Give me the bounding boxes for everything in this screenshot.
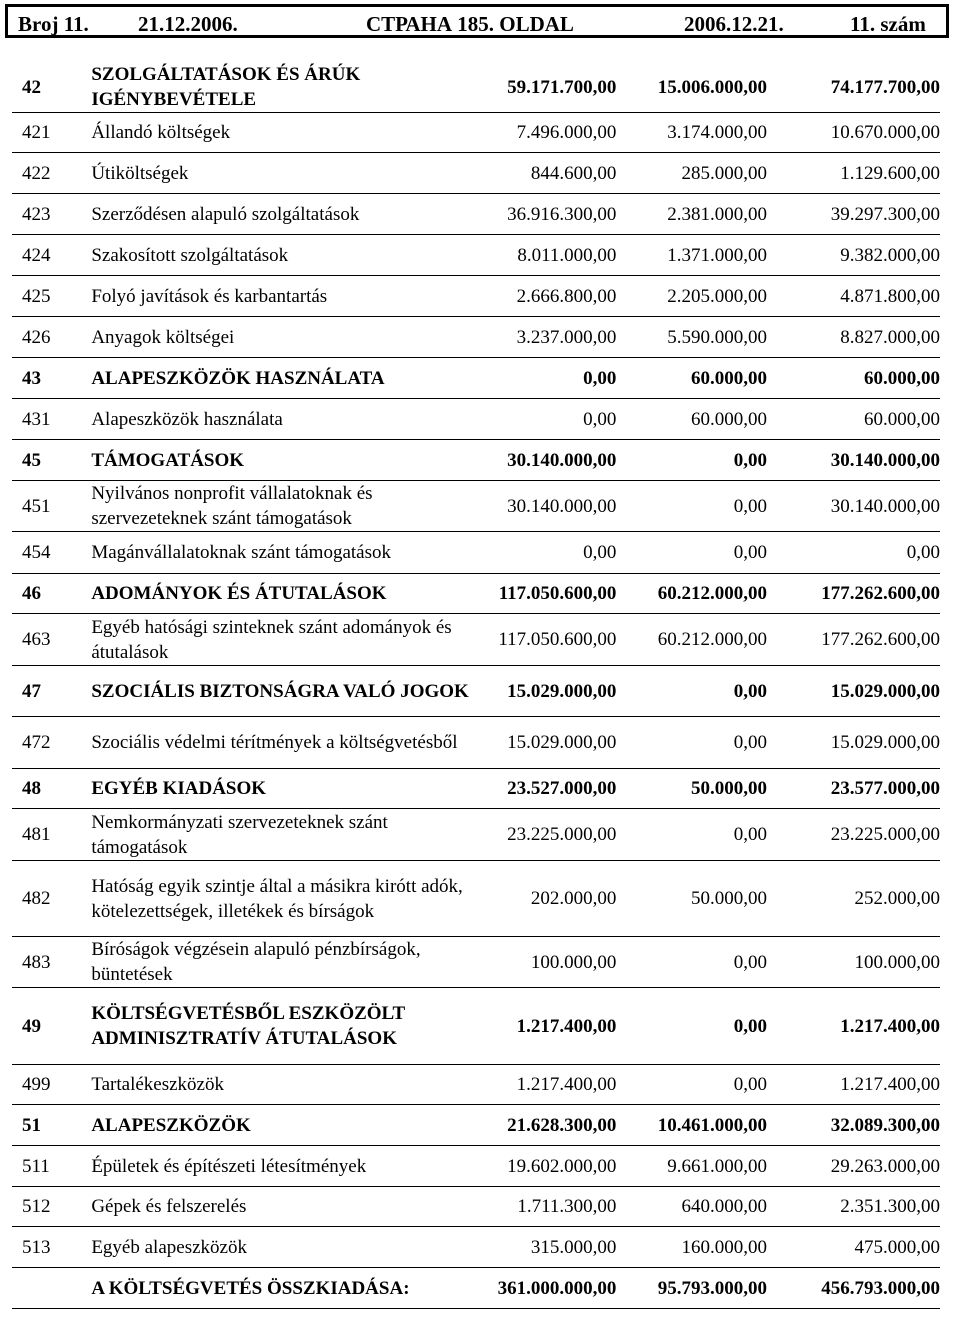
row-value-2: 0,00: [616, 532, 767, 574]
row-value-3: 10.670.000,00: [767, 113, 940, 153]
row-value-3: 29.263.000,00: [767, 1146, 940, 1187]
row-value-1: 23.225.000,00: [472, 809, 616, 861]
row-value-3: 15.029.000,00: [767, 717, 940, 769]
row-value-2: 3.174.000,00: [616, 113, 767, 153]
row-value-2: 60.212.000,00: [616, 574, 767, 614]
row-value-2: 2.381.000,00: [616, 194, 767, 235]
row-code: 43: [12, 358, 89, 399]
row-value-1: 30.140.000,00: [472, 440, 616, 481]
row-code: 46: [12, 574, 89, 614]
row-value-3: 60.000,00: [767, 399, 940, 440]
table-row: [12, 1105, 940, 1146]
row-value-3: 23.577.000,00: [767, 769, 940, 809]
table-row: [12, 861, 940, 937]
row-value-3: 8.827.000,00: [767, 317, 940, 358]
row-value-3: 1.217.400,00: [767, 988, 940, 1065]
row-code: 511: [12, 1146, 89, 1187]
table-row: [12, 399, 940, 440]
row-code: 425: [12, 276, 89, 317]
row-value-2: 0,00: [616, 440, 767, 481]
row-value-3: 23.225.000,00: [767, 809, 940, 861]
table-row: [12, 574, 940, 614]
row-value-2: 2.205.000,00: [616, 276, 767, 317]
row-value-3: 4.871.800,00: [767, 276, 940, 317]
table-row: [12, 988, 940, 1065]
row-name: Szociális védelmi térítmények a költségvetésből: [89, 717, 472, 769]
row-value-2: 50.000,00: [616, 769, 767, 809]
row-code: 482: [12, 861, 89, 937]
total-value-1: 361.000.000,00: [472, 1268, 616, 1309]
row-value-2: 5.590.000,00: [616, 317, 767, 358]
row-value-3: 39.297.300,00: [767, 194, 940, 235]
table-row: [12, 358, 940, 399]
row-name: Gépek és felszerelés: [89, 1187, 472, 1227]
row-value-3: 475.000,00: [767, 1227, 940, 1268]
expenditure-table: [12, 62, 940, 1309]
table-row: [12, 717, 940, 769]
row-code: 499: [12, 1065, 89, 1105]
row-name: ALAPESZKÖZÖK: [89, 1105, 472, 1146]
row-code: 463: [12, 614, 89, 666]
row-name: ALAPESZKÖZÖK HASZNÁLATA: [89, 358, 472, 399]
row-value-2: 0,00: [616, 666, 767, 717]
table-row: [12, 235, 940, 276]
row-value-1: 15.029.000,00: [472, 666, 616, 717]
row-value-2: 285.000,00: [616, 153, 767, 194]
row-value-2: 10.461.000,00: [616, 1105, 767, 1146]
table-row: [12, 276, 940, 317]
row-value-3: 1.129.600,00: [767, 153, 940, 194]
row-value-1: 8.011.000,00: [472, 235, 616, 276]
row-value-3: 177.262.600,00: [767, 614, 940, 666]
page-header: [5, 4, 949, 38]
row-value-1: 117.050.600,00: [472, 574, 616, 614]
table-row: [12, 666, 940, 717]
row-value-3: 0,00: [767, 532, 940, 574]
row-code: 512: [12, 1187, 89, 1227]
row-value-3: 9.382.000,00: [767, 235, 940, 276]
row-name: Folyó javítások és karbantartás: [89, 276, 472, 317]
table-row: [12, 440, 940, 481]
row-value-3: 60.000,00: [767, 358, 940, 399]
row-value-3: 32.089.300,00: [767, 1105, 940, 1146]
row-code: 48: [12, 769, 89, 809]
header-date-left: 21.12.2006.: [138, 12, 238, 36]
row-code: 424: [12, 235, 89, 276]
row-code: 513: [12, 1227, 89, 1268]
total-value-3: 456.793.000,00: [767, 1268, 940, 1309]
row-value-1: 30.140.000,00: [472, 481, 616, 532]
table-row: [12, 1065, 940, 1105]
row-value-2: 9.661.000,00: [616, 1146, 767, 1187]
row-value-2: 0,00: [616, 988, 767, 1065]
total-row: [12, 1268, 940, 1309]
row-code: 431: [12, 399, 89, 440]
row-code: 483: [12, 937, 89, 988]
row-name: Nyilvános nonprofit vállalatoknak és szervezeteknek szánt támogatások: [89, 481, 472, 532]
header-issue: Broj 11.: [18, 12, 89, 36]
row-value-1: 19.602.000,00: [472, 1146, 616, 1187]
row-name: Szerződésen alapuló szolgáltatások: [89, 194, 472, 235]
row-code: 426: [12, 317, 89, 358]
table-row: [12, 769, 940, 809]
table-row: [12, 317, 940, 358]
row-code: 421: [12, 113, 89, 153]
row-value-1: 15.029.000,00: [472, 717, 616, 769]
row-value-3: 30.140.000,00: [767, 481, 940, 532]
table-row: [12, 614, 940, 666]
header-issue-right: 11. szám: [850, 12, 926, 36]
row-value-2: 0,00: [616, 1065, 767, 1105]
row-name: KÖLTSÉGVETÉSBŐL ESZKÖZÖLT ADMINISZTRATÍV ÁTUTALÁSOK: [89, 988, 472, 1065]
row-name: Anyagok költségei: [89, 317, 472, 358]
table-row: [12, 194, 940, 235]
row-name: Magánvállalatoknak szánt támogatások: [89, 532, 472, 574]
row-value-2: 50.000,00: [616, 861, 767, 937]
row-value-2: 640.000,00: [616, 1187, 767, 1227]
total-value-2: 95.793.000,00: [616, 1268, 767, 1309]
row-name: TÁMOGATÁSOK: [89, 440, 472, 481]
row-value-1: 844.600,00: [472, 153, 616, 194]
row-code: 481: [12, 809, 89, 861]
row-code: 451: [12, 481, 89, 532]
row-value-1: 1.711.300,00: [472, 1187, 616, 1227]
row-name: SZOLGÁLTATÁSOK ÉS ÁRÚK IGÉNYBEVÉTELE: [89, 62, 472, 113]
row-value-1: 315.000,00: [472, 1227, 616, 1268]
row-code: 423: [12, 194, 89, 235]
row-name: Hatóság egyik szintje által a másikra kirótt adók, kötelezettségek, illetékek és bírságok: [89, 861, 472, 937]
row-value-2: 60.212.000,00: [616, 614, 767, 666]
table-row: [12, 1187, 940, 1227]
row-value-1: 36.916.300,00: [472, 194, 616, 235]
row-name: Állandó költségek: [89, 113, 472, 153]
row-name: Nemkormányzati szervezeteknek szánt támogatások: [89, 809, 472, 861]
table-row: [12, 1146, 940, 1187]
row-value-2: 60.000,00: [616, 358, 767, 399]
row-name: ADOMÁNYOK ÉS ÁTUTALÁSOK: [89, 574, 472, 614]
row-value-1: 23.527.000,00: [472, 769, 616, 809]
table-row: [12, 62, 940, 113]
row-value-3: 74.177.700,00: [767, 62, 940, 113]
table-row: [12, 937, 940, 988]
row-code: 472: [12, 717, 89, 769]
row-value-2: 60.000,00: [616, 399, 767, 440]
row-value-3: 30.140.000,00: [767, 440, 940, 481]
row-code: 49: [12, 988, 89, 1065]
row-value-3: 15.029.000,00: [767, 666, 940, 717]
row-name: Szakosított szolgáltatások: [89, 235, 472, 276]
row-code: 47: [12, 666, 89, 717]
row-value-1: 21.628.300,00: [472, 1105, 616, 1146]
row-code: 42: [12, 62, 89, 113]
row-name: Útiköltségek: [89, 153, 472, 194]
table-row: [12, 532, 940, 574]
row-value-1: 1.217.400,00: [472, 1065, 616, 1105]
row-code: 454: [12, 532, 89, 574]
table-row: [12, 809, 940, 861]
row-value-1: 1.217.400,00: [472, 988, 616, 1065]
header-date-right: 2006.12.21.: [684, 12, 784, 36]
row-value-1: 7.496.000,00: [472, 113, 616, 153]
table-row: [12, 153, 940, 194]
total-label: A KÖLTSÉGVETÉS ÖSSZKIADÁSA:: [89, 1268, 472, 1309]
row-value-1: 117.050.600,00: [472, 614, 616, 666]
row-value-3: 1.217.400,00: [767, 1065, 940, 1105]
row-value-2: 0,00: [616, 809, 767, 861]
row-value-1: 59.171.700,00: [472, 62, 616, 113]
row-value-3: 177.262.600,00: [767, 574, 940, 614]
table-row: [12, 113, 940, 153]
row-name: SZOCIÁLIS BIZTONSÁGRA VALÓ JOGOK: [89, 666, 472, 717]
row-value-2: 0,00: [616, 717, 767, 769]
row-name: EGYÉB KIADÁSOK: [89, 769, 472, 809]
row-value-1: 0,00: [472, 532, 616, 574]
table-row: [12, 481, 940, 532]
row-value-2: 1.371.000,00: [616, 235, 767, 276]
row-value-2: 0,00: [616, 481, 767, 532]
row-value-1: 0,00: [472, 358, 616, 399]
row-value-1: 202.000,00: [472, 861, 616, 937]
row-code: 422: [12, 153, 89, 194]
row-value-1: 2.666.800,00: [472, 276, 616, 317]
row-value-2: 15.006.000,00: [616, 62, 767, 113]
row-value-1: 100.000,00: [472, 937, 616, 988]
row-value-2: 160.000,00: [616, 1227, 767, 1268]
row-value-1: 0,00: [472, 399, 616, 440]
row-value-3: 252.000,00: [767, 861, 940, 937]
row-name: Alapeszközök használata: [89, 399, 472, 440]
row-value-3: 100.000,00: [767, 937, 940, 988]
row-name: Egyéb alapeszközök: [89, 1227, 472, 1268]
row-name: Tartalékeszközök: [89, 1065, 472, 1105]
row-name: Épületek és építészeti létesítmények: [89, 1146, 472, 1187]
row-value-2: 0,00: [616, 937, 767, 988]
row-code: 51: [12, 1105, 89, 1146]
row-value-1: 3.237.000,00: [472, 317, 616, 358]
row-code: 45: [12, 440, 89, 481]
row-value-3: 2.351.300,00: [767, 1187, 940, 1227]
row-name: Bíróságok végzésein alapuló pénzbírságok, büntetések: [89, 937, 472, 988]
row-name: Egyéb hatósági szinteknek szánt adományok és átutalások: [89, 614, 472, 666]
header-page-label: СТРАНА 185. OLDAL: [366, 12, 574, 36]
table-row: [12, 1227, 940, 1268]
